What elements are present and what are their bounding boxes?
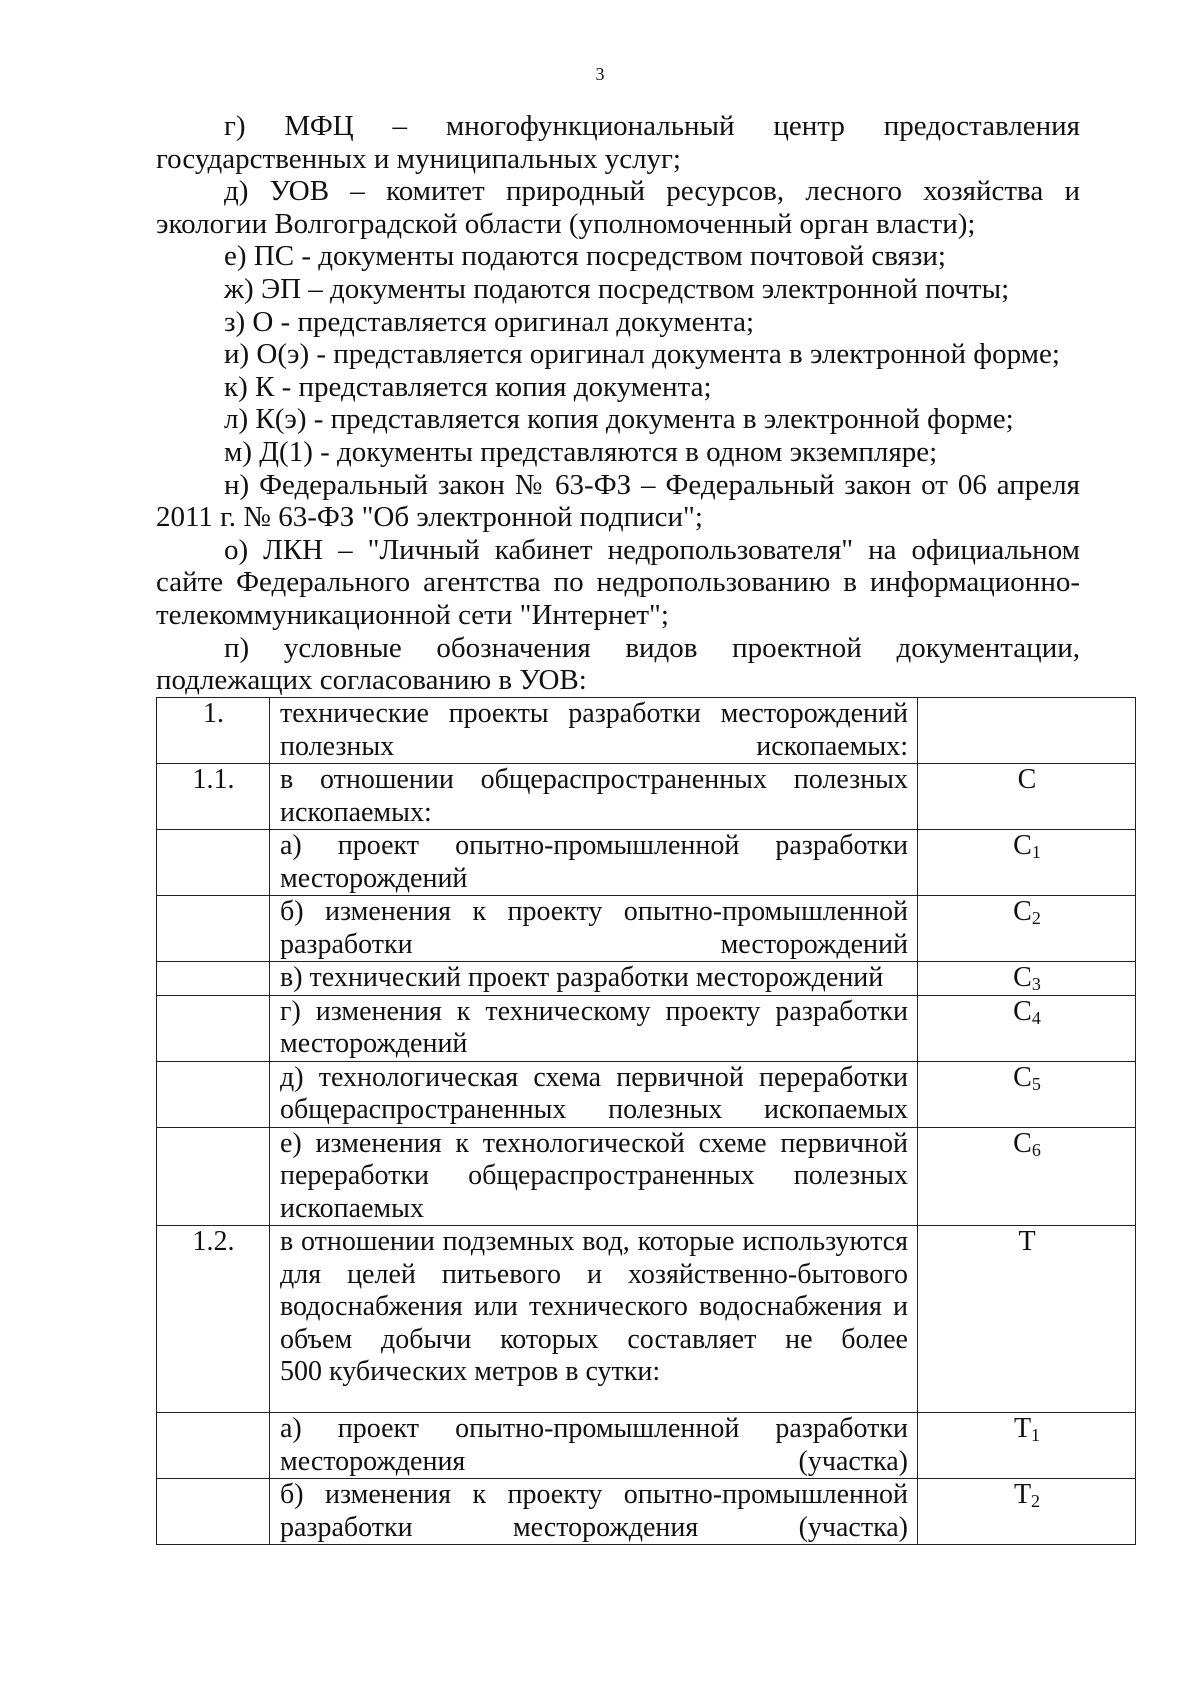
row-description-tail: 500 кубических метров в сутки: <box>280 1356 661 1387</box>
row-number: 1.1. <box>157 764 270 830</box>
row-number <box>157 962 270 996</box>
definition-o-e: и) О(э) - представляется оригинал документа в электронной форме; <box>224 338 1060 371</box>
row-number <box>157 1479 270 1545</box>
row-number: 1. <box>157 698 270 764</box>
row-code: $С_2$ <box>918 896 1136 962</box>
row-code: С <box>918 764 1136 830</box>
row-code: $С_4$ <box>918 995 1136 1061</box>
definition-k-e: л) К(э) - представляется копия документа в электронной форме; <box>224 403 1014 436</box>
row-number <box>157 1413 270 1479</box>
row-description: б) изменения к проекту опытно-промышленной разработки месторождений <box>270 896 918 962</box>
row-description: е) изменения к технологической схеме первичной переработки общераспространенных полезных ископаемых <box>270 1127 918 1226</box>
table-row <box>157 962 1136 996</box>
definitions-list <box>156 110 1080 697</box>
row-code: $Т_1$ <box>918 1413 1136 1479</box>
table-row <box>157 1479 1136 1545</box>
table-row <box>157 830 1136 896</box>
page-number: 3 <box>595 64 605 84</box>
row-description-main: в отношении подземных вод, которые используются для целей питьевого и хозяйственно-бытового водоснабжения или технического водоснабжения и объем добычи которых составляет не более <box>280 1226 908 1355</box>
definition-law-63fz: н) Федеральный закон № 63-ФЗ – Федеральный закон от 06 апреля 2011 г. № 63-ФЗ "Об электронной подписи"; <box>156 468 1080 534</box>
row-description: д) технологическая схема первичной переработки общераспространенных полезных ископаемых <box>270 1061 918 1127</box>
row-number: 1.2. <box>157 1226 270 1413</box>
definition-lkn: о) ЛКН – "Личный кабинет недропользователя" на официальном сайте Федерального агентства по недропользованию в информационно-телекоммуникационной сети "Интернет"; <box>156 533 1080 631</box>
definition-mfc: г) МФЦ – многофункциональный центр предоставления государственных и муниципальных услуг; <box>156 110 1080 175</box>
row-code: $С_1$ <box>918 830 1136 896</box>
definition-ps: е) ПС - документы подаются посредством почтовой связи; <box>224 240 946 273</box>
row-code: Т <box>918 1226 1136 1413</box>
row-code: $Т_2$ <box>918 1479 1136 1545</box>
row-code <box>918 698 1136 764</box>
row-description: в отношении общераспространенных полезных ископаемых: <box>270 764 918 830</box>
row-number <box>157 830 270 896</box>
table-row <box>157 896 1136 962</box>
definition-ep: ж) ЭП – документы подаются посредством электронной почты; <box>224 272 1010 305</box>
table-row <box>157 995 1136 1061</box>
table-row <box>157 1226 1136 1413</box>
project-documentation-table <box>156 697 1136 1545</box>
row-description: технические проекты разработки месторождений полезных ископаемых: <box>270 698 918 764</box>
row-description <box>270 1226 918 1413</box>
row-description: б) изменения к проекту опытно-промышленной разработки месторождения (участка) <box>270 1479 918 1545</box>
definition-project-codes: п) условные обозначения видов проектной документации, подлежащих согласованию в УОВ: <box>156 631 1080 697</box>
row-number <box>157 1127 270 1226</box>
row-code: $С_3$ <box>918 962 1136 996</box>
table-row <box>157 764 1136 830</box>
row-description: г) изменения к техническому проекту разработки месторождений <box>270 995 918 1061</box>
row-description: в) технический проект разработки месторождений <box>270 962 918 996</box>
definition-d1: м) Д(1) - документы представляются в одном экземпляре; <box>224 435 938 468</box>
row-number <box>157 896 270 962</box>
definition-k: к) К - представляется копия документа; <box>224 370 712 403</box>
row-description: а) проект опытно-промышленной разработки месторождения (участка) <box>270 1413 918 1479</box>
row-code: $С_5$ <box>918 1061 1136 1127</box>
definition-o: з) О - представляется оригинал документа; <box>224 305 755 338</box>
row-code: $С_6$ <box>918 1127 1136 1226</box>
table-row <box>157 698 1136 764</box>
row-number <box>157 995 270 1061</box>
definition-uov: д) УОВ – комитет природный ресурсов, лесного хозяйства и экологии Волгоградской области (уполномоченный орган власти); <box>156 175 1080 240</box>
table-row <box>157 1061 1136 1127</box>
row-description: а) проект опытно-промышленной разработки месторождений <box>270 830 918 896</box>
row-number <box>157 1061 270 1127</box>
table-row <box>157 1413 1136 1479</box>
table-row <box>157 1127 1136 1226</box>
